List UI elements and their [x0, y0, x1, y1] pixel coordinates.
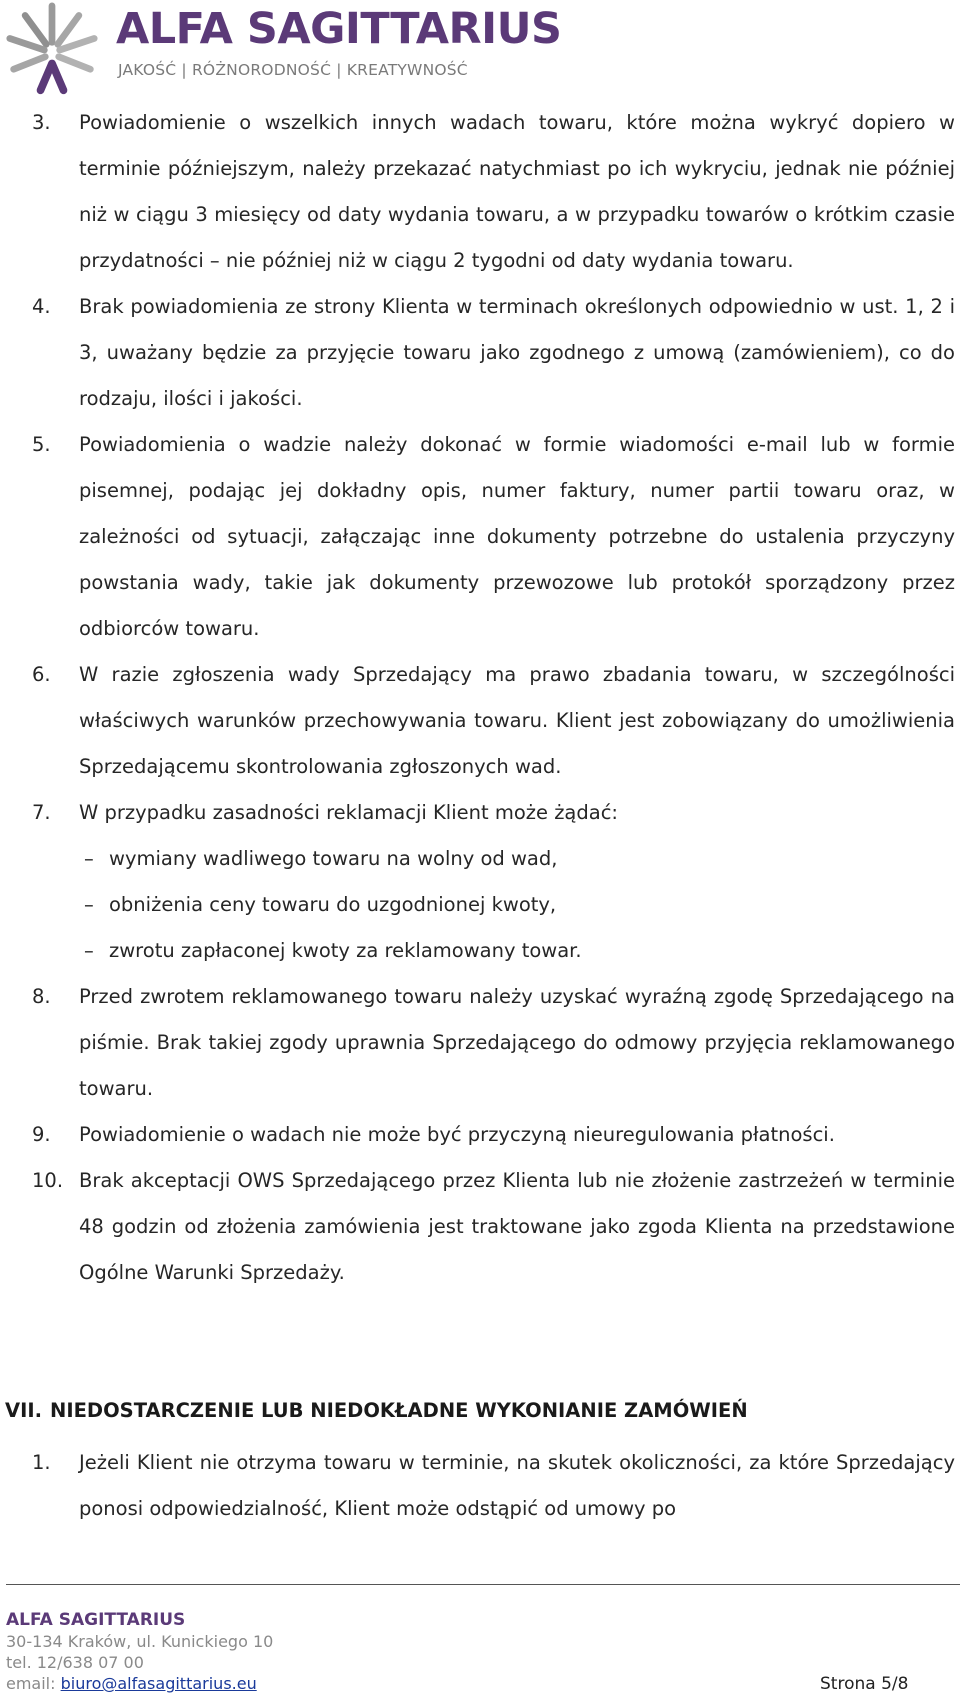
- dash-bullet: –: [84, 939, 94, 962]
- list-text: Powiadomienia o wadzie należy dokonać w formie wiadomości e-mail lub w formie pisemnej, podając jej dokładny opis, numer faktury, numer partii towaru oraz, w zależności od sytuacji, załączając inne dokumenty potrzebne do ustalenia przyczyny powstania wady, takie jak dokumenty przewozowe lub protokół sporządzony przez odbiorców towaru.: [79, 433, 955, 640]
- list-number: 10.: [32, 1169, 64, 1192]
- dash-item-3: [0, 928, 960, 974]
- list-number: 8.: [32, 985, 51, 1008]
- list-number: 3.: [32, 111, 51, 134]
- list-item-10: [0, 1158, 955, 1296]
- footer-divider: [6, 1584, 960, 1585]
- list-item-7: [0, 790, 955, 836]
- email-link[interactable]: biuro@alfasagittarius.eu: [60, 1674, 257, 1693]
- list-number: 5.: [32, 433, 51, 456]
- list-number: 9.: [32, 1123, 51, 1146]
- section-list-item-1: [0, 1440, 955, 1532]
- dash-text: zwrotu zapłaconej kwoty za reklamowany towar.: [109, 939, 582, 962]
- list-text: W razie zgłoszenia wady Sprzedający ma prawo zbadania towaru, w szczególności właściwych warunków przechowywania towaru. Klient jest zobowiązany do umożliwienia Sprzedającemu skontrolowania zgłoszonych wad.: [79, 663, 955, 778]
- dash-text: wymiany wadliwego towaru na wolny od wad,: [109, 847, 558, 870]
- section-title: NIEDOSTARCZENIE LUB NIEDOKŁADNE WYKONIANIE ZAMÓWIEŃ: [50, 1399, 748, 1422]
- list-number: 4.: [32, 295, 51, 318]
- brand-tagline: JAKOŚĆ | RÓŻNORODNOŚĆ | KREATYWNOŚĆ: [118, 61, 468, 79]
- list-text: Jeżeli Klient nie otrzyma towaru w terminie, na skutek okoliczności, za które Sprzedający ponosi odpowiedzialność, Klient może odstąpić od umowy po: [79, 1451, 955, 1520]
- list-number: 7.: [32, 801, 51, 824]
- brand-name: ALFA SAGITTARIUS: [116, 4, 562, 54]
- page-number: Strona 5/8: [820, 1674, 909, 1694]
- list-text: Powiadomienie o wadach nie może być przyczyną nieuregulowania płatności.: [79, 1123, 835, 1146]
- list-number: 6.: [32, 663, 51, 686]
- dash-item-2: [0, 882, 960, 928]
- list-item-4: [0, 284, 955, 422]
- list-item-5: [0, 422, 955, 652]
- list-text: W przypadku zasadności reklamacji Klient może żądać:: [79, 801, 618, 824]
- list-text: Przed zwrotem reklamowanego towaru należy uzyskać wyraźną zgodę Sprzedającego na piśmie. Brak takiej zgody uprawnia Sprzedającego do odmowy przyjęcia reklamowanego towaru.: [79, 985, 955, 1100]
- dash-text: obniżenia ceny towaru do uzgodnionej kwoty,: [109, 893, 557, 916]
- dash-bullet: –: [84, 893, 94, 916]
- list-item-8: [0, 974, 955, 1112]
- footer-email-label: email:: [6, 1674, 61, 1693]
- document-header: [0, 0, 960, 100]
- list-text: Brak akceptacji OWS Sprzedającego przez Klienta lub nie złożenie zastrzeżeń w terminie 48 godzin od złożenia zamówienia jest traktowane jako zgoda Klienta na przedstawione Ogólne Warunki Sprzedaży.: [79, 1169, 955, 1284]
- footer-company: ALFA SAGITTARIUS: [6, 1610, 186, 1630]
- list-number: 1.: [32, 1451, 51, 1474]
- footer-email: [6, 1674, 257, 1693]
- list-text: Brak powiadomienia ze strony Klienta w terminach określonych odpowiednio w ust. 1, 2 i 3, uważany będzie za przyjęcie towaru jako zgodnego z umową (zamówieniem), co do rodzaju, ilości i jakości.: [79, 295, 955, 410]
- section-heading: [5, 1399, 748, 1422]
- footer-phone: tel. 12/638 07 00: [6, 1653, 144, 1672]
- starburst-logo-icon: [4, 2, 100, 98]
- dash-bullet: –: [84, 847, 94, 870]
- footer-address: 30-134 Kraków, ul. Kunickiego 10: [6, 1632, 274, 1651]
- section-items: [0, 1440, 960, 1532]
- dash-item-1: [0, 836, 960, 882]
- list-item-9: [0, 1112, 955, 1158]
- document-body: [0, 100, 960, 1296]
- list-text: Powiadomienie o wszelkich innych wadach towaru, które można wykryć dopiero w terminie późniejszym, należy przekazać natychmiast po ich wykryciu, jednak nie później niż w ciągu 3 miesięcy od daty wydania towaru, a w przypadku towarów o krótkim czasie przydatności – nie później niż w ciągu 2 tygodni od daty wydania towaru.: [79, 111, 955, 272]
- list-item-6: [0, 652, 955, 790]
- section-number: VII.: [5, 1399, 43, 1422]
- list-item-3: [0, 100, 955, 284]
